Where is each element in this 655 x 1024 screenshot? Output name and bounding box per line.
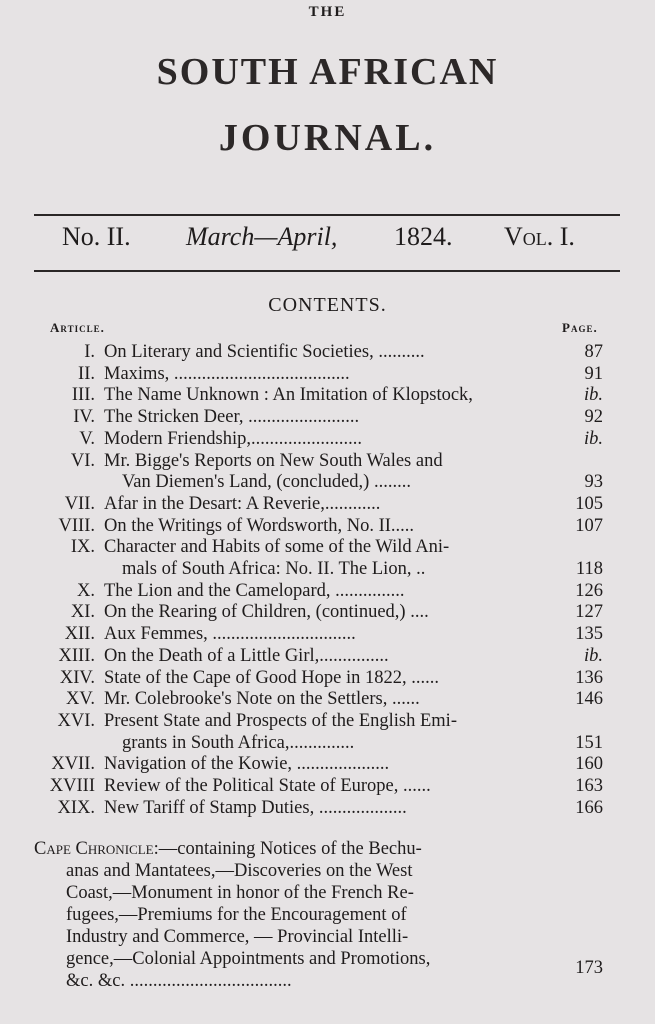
article-title: Character and Habits of some of the Wild Ani-	[104, 537, 450, 558]
article-title: Mr. Bigge's Reports on New South Wales and	[104, 450, 443, 471]
chronicle-line	[34, 838, 564, 860]
contents-entry	[0, 797, 655, 819]
contents-entry	[0, 753, 655, 775]
chronicle-text: fugees,—Premiums for the Encouragement of	[66, 905, 407, 925]
chronicle-line	[66, 970, 596, 992]
article-number: II.	[78, 363, 95, 384]
contents-entry	[0, 515, 655, 537]
article-page: 166	[575, 797, 603, 818]
article-number: XII.	[64, 624, 95, 645]
article-title: On Literary and Scientific Societies, ..........	[104, 342, 425, 362]
article-page: 107	[575, 515, 603, 536]
article-title: On the Death of a Little Girl,...............	[104, 645, 389, 666]
chronicle-text: gence,—Colonial Appointments and Promotions,	[66, 949, 431, 969]
article-title: Aux Femmes, ...............................	[104, 624, 356, 645]
contents-entry	[0, 667, 655, 689]
article-title: State of the Cape of Good Hope in 1822, ......	[104, 667, 439, 688]
article-title: Mr. Colebrooke's Note on the Settlers, ......	[104, 689, 420, 710]
header-the: THE	[308, 4, 347, 20]
top-rule	[34, 214, 620, 216]
contents-entry	[0, 450, 655, 472]
chronicle-line	[66, 882, 596, 904]
article-page: 92	[584, 407, 603, 428]
article-title: mals of South Africa: No. II. The Lion, ..	[122, 559, 426, 579]
issue-year: 1824.	[394, 222, 453, 251]
contents-entry	[0, 536, 655, 558]
article-number: XV.	[66, 689, 95, 710]
article-title: New Tariff of Stamp Duties, ...................	[104, 797, 407, 818]
contents-entry	[0, 710, 655, 732]
chronicle-line	[66, 904, 596, 926]
article-page: 93	[584, 472, 603, 493]
article-title: Present State and Prospects of the English Emi-	[104, 710, 457, 731]
article-number: XI.	[70, 602, 95, 623]
article-page: 105	[575, 493, 603, 514]
article-title: Navigation of the Kowie, ....................	[104, 754, 390, 775]
chronicle-line	[66, 860, 596, 882]
article-number: X.	[77, 580, 95, 601]
issue-number: No. II.	[62, 222, 131, 251]
contents-entry	[0, 623, 655, 645]
article-page: 118	[575, 559, 603, 579]
chronicle-line	[66, 948, 596, 970]
journal-title-line-1: SOUTH AFRICAN	[156, 51, 499, 93]
article-page: 160	[575, 754, 603, 775]
article-number: VII.	[64, 493, 95, 514]
contents-entry	[0, 580, 655, 602]
article-column-label: Article.	[50, 320, 105, 335]
article-number: XIV.	[59, 667, 95, 688]
journal-title-line-2: JOURNAL.	[218, 117, 437, 159]
chronicle-page: 173	[575, 958, 603, 978]
chronicle-line	[66, 926, 596, 948]
article-page: 126	[575, 580, 603, 601]
article-title: Maxims, ......................................	[104, 363, 350, 384]
article-number: I.	[84, 342, 95, 362]
contents-entry	[0, 428, 655, 450]
article-page: 136	[575, 667, 603, 688]
article-number: XVIII	[49, 776, 95, 796]
article-page: 163	[575, 776, 603, 796]
article-title: grants in South Africa,..............	[122, 732, 355, 753]
chronicle-text: anas and Mantatees,—Discoveries on the West	[66, 861, 413, 881]
bottom-rule	[34, 270, 620, 272]
article-page: 91	[584, 363, 603, 384]
contents-entry	[0, 645, 655, 667]
article-title: On the Rearing of Children, (continued,) ....	[104, 602, 429, 623]
article-number: XVI.	[57, 710, 95, 731]
chronicle-text: &c. &c. ...................................	[66, 971, 292, 991]
article-page: 135	[575, 624, 603, 645]
contents-entry	[0, 558, 655, 580]
article-title: Review of the Political State of Europe, ......	[104, 776, 431, 796]
article-title: On the Writings of Wordsworth, No. II.....	[104, 515, 415, 536]
contents-entry	[0, 732, 655, 754]
article-number: III.	[71, 385, 95, 406]
contents-heading: CONTENTS.	[268, 294, 387, 316]
contents-entry	[0, 341, 655, 363]
article-number: VI.	[70, 450, 95, 471]
article-title: The Stricken Deer, ........................	[104, 407, 360, 428]
chronicle-text: Coast,—Monument in honor of the French Re-	[66, 883, 414, 903]
chronicle-text: Industry and Commerce, — Provincial Intelli-	[66, 927, 409, 947]
article-page: ib.	[583, 645, 603, 666]
contents-entry	[0, 471, 655, 493]
article-page: 127	[575, 602, 603, 623]
chronicle-text: :—containing Notices of the Bechu-	[153, 839, 422, 859]
chronicle-label: Cape Chronicle	[34, 839, 154, 859]
article-title: Modern Friendship,........................	[104, 428, 362, 449]
article-number: XIX.	[57, 797, 95, 818]
issue-volume: Vol. I.	[504, 222, 575, 251]
contents-entry	[0, 601, 655, 623]
article-title: Van Diemen's Land, (concluded,) ........	[122, 472, 411, 493]
article-number: XIII.	[58, 645, 95, 666]
article-title: The Lion and the Camelopard, ...............	[104, 580, 405, 601]
contents-entry	[0, 775, 655, 797]
article-number: IX.	[70, 537, 95, 558]
article-number: V.	[79, 428, 95, 449]
contents-entry	[0, 493, 655, 515]
contents-entry	[0, 406, 655, 428]
article-page: ib.	[583, 428, 603, 449]
issue-date: March—April,	[186, 222, 338, 251]
article-number: XVII.	[51, 754, 95, 775]
article-page: 87	[584, 342, 603, 362]
contents-entry	[0, 688, 655, 710]
article-title: The Name Unknown : An Imitation of Klopstock,	[104, 385, 473, 406]
contents-entry	[0, 384, 655, 406]
article-number: IV.	[73, 407, 95, 428]
article-page: ib.	[583, 385, 603, 406]
article-title: Afar in the Desart: A Reverie,............	[104, 493, 381, 514]
page-column-label: Page.	[562, 320, 598, 335]
article-page: 151	[575, 732, 603, 753]
article-page: 146	[575, 689, 603, 710]
article-number: VIII.	[58, 515, 95, 536]
contents-entry	[0, 363, 655, 385]
